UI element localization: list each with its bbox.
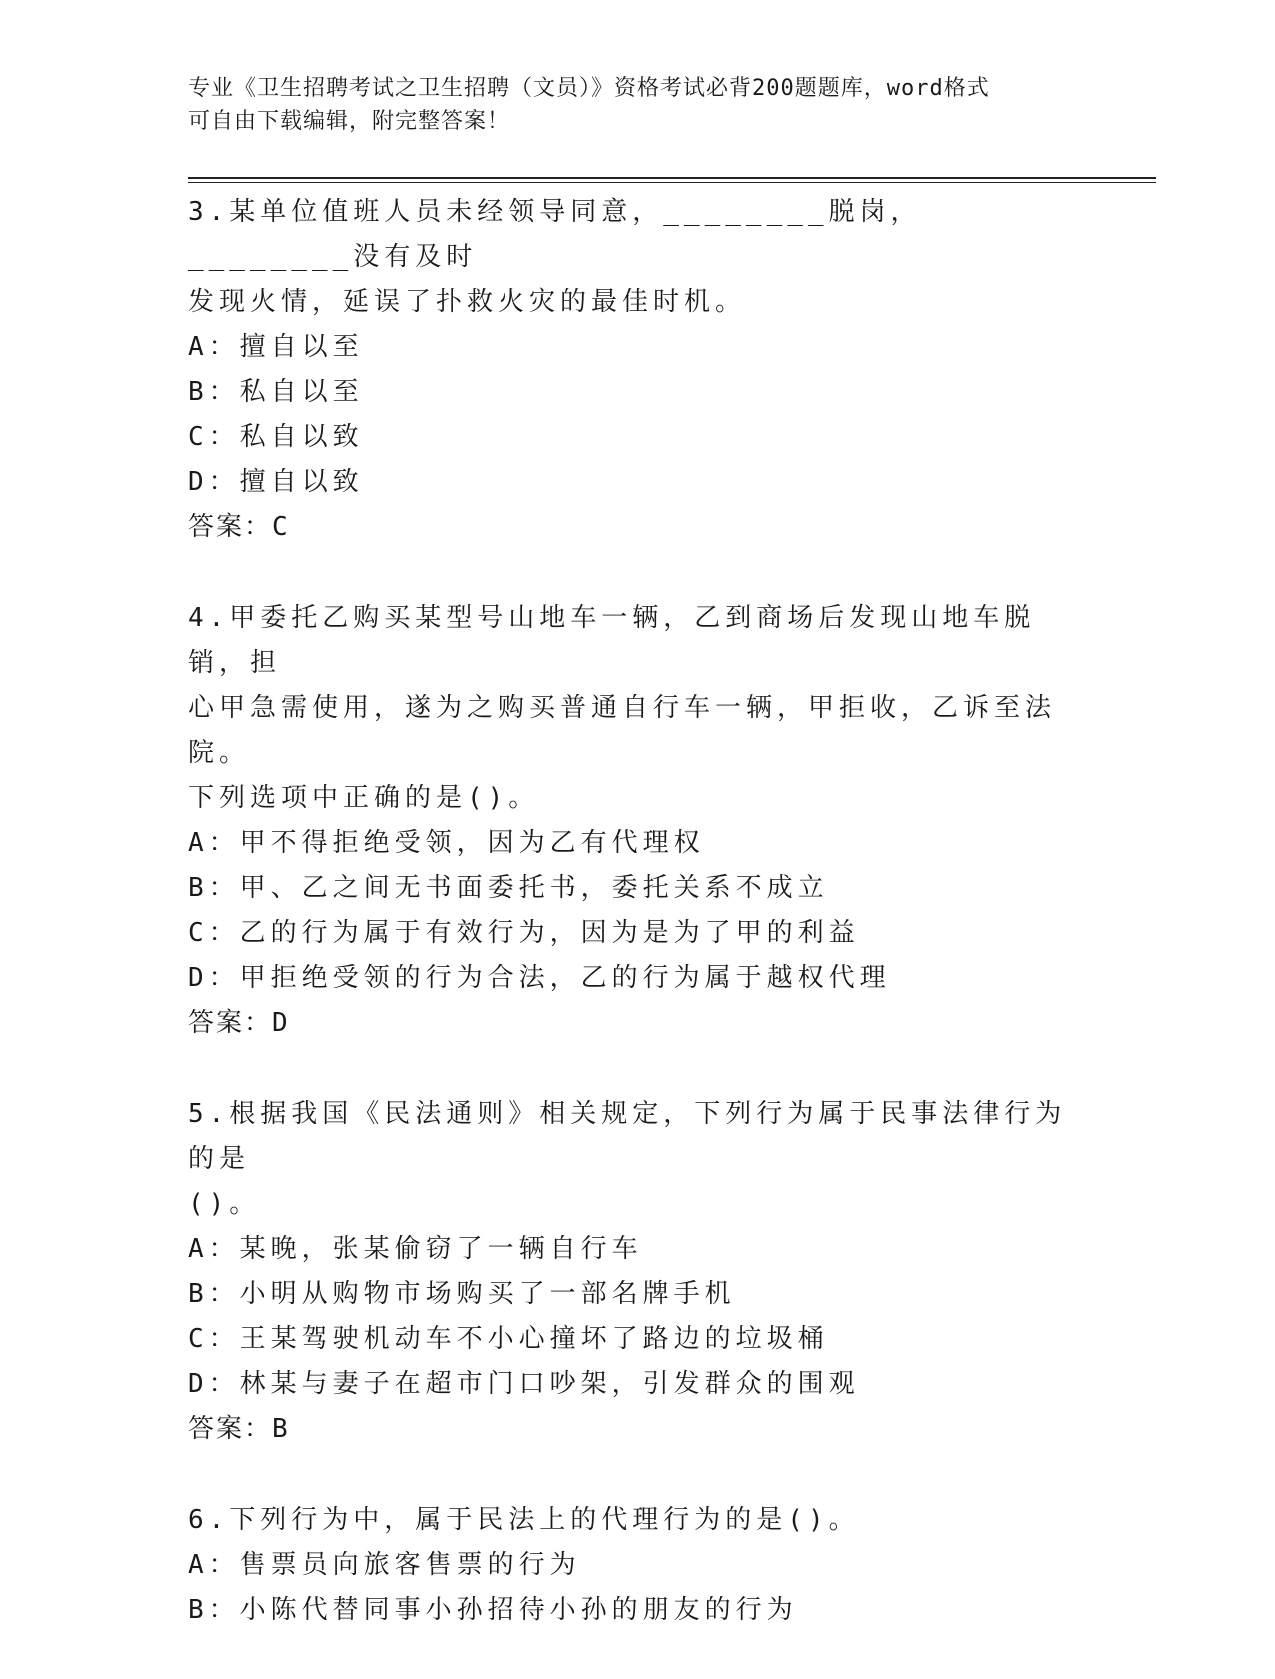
question-stem-line: 6.下列行为中，属于民法上的代理行为的是()。: [188, 1505, 860, 1535]
question-stem-line: 发现火情，延误了扑救火灾的最佳时机。: [188, 287, 747, 317]
question-stem-line: 下列选项中正确的是()。: [188, 783, 540, 813]
option-a: A：擅自以至: [188, 332, 364, 362]
option-a: A：甲不得拒绝受领，因为乙有代理权: [188, 828, 705, 858]
option-b: B：私自以至: [188, 377, 364, 407]
answer-line: 答案：B: [188, 1414, 290, 1444]
option-d: D：林某与妻子在超市门口吵架，引发群众的围观: [188, 1369, 860, 1399]
header-divider-thin: [188, 182, 1156, 183]
question-list: [188, 190, 1068, 1679]
question-6: [188, 1498, 1068, 1633]
header-line-1: 专业《卫生招聘考试之卫生招聘（文员）》资格考试必背200题题库，word格式: [188, 76, 990, 101]
question-stem-line: 心甲急需使用，遂为之购买普通自行车一辆，甲拒收，乙诉至法院。: [188, 693, 1057, 768]
question-stem-line: 3.某单位值班人员未经领导同意，________脱岗，________没有及时: [188, 197, 922, 272]
option-c: C：乙的行为属于有效行为，因为是为了甲的利益: [188, 918, 860, 948]
header-line-2: 可自由下载编辑，附完整答案！: [188, 109, 511, 134]
answer-line: 答案：C: [188, 512, 290, 542]
question-5: [188, 1092, 1068, 1452]
question-4: [188, 596, 1068, 1046]
option-c: C：私自以致: [188, 422, 364, 452]
option-d: D：甲拒绝受领的行为合法，乙的行为属于越权代理: [188, 963, 891, 993]
document-header: [188, 72, 1088, 138]
header-divider-thick: [188, 177, 1156, 179]
option-a: A：某晚，张某偷窃了一辆自行车: [188, 1234, 643, 1264]
question-stem-line: 5.根据我国《民法通则》相关规定，下列行为属于民事法律行为的是: [188, 1099, 1067, 1174]
option-b: B：甲、乙之间无书面委托书，委托关系不成立: [188, 873, 829, 903]
answer-line: 答案：D: [188, 1008, 290, 1038]
option-b: B：小陈代替同事小孙招待小孙的朋友的行为: [188, 1595, 798, 1625]
option-a: A：售票员向旅客售票的行为: [188, 1550, 581, 1580]
option-d: D：擅自以致: [188, 467, 364, 497]
question-3: [188, 190, 1068, 550]
question-stem-line: 4.甲委托乙购买某型号山地车一辆，乙到商场后发现山地车脱销，担: [188, 603, 1036, 678]
question-stem-line: ()。: [188, 1189, 261, 1219]
option-c: C：王某驾驶机动车不小心撞坏了路边的垃圾桶: [188, 1324, 829, 1354]
option-b: B：小明从购物市场购买了一部名牌手机: [188, 1279, 736, 1309]
